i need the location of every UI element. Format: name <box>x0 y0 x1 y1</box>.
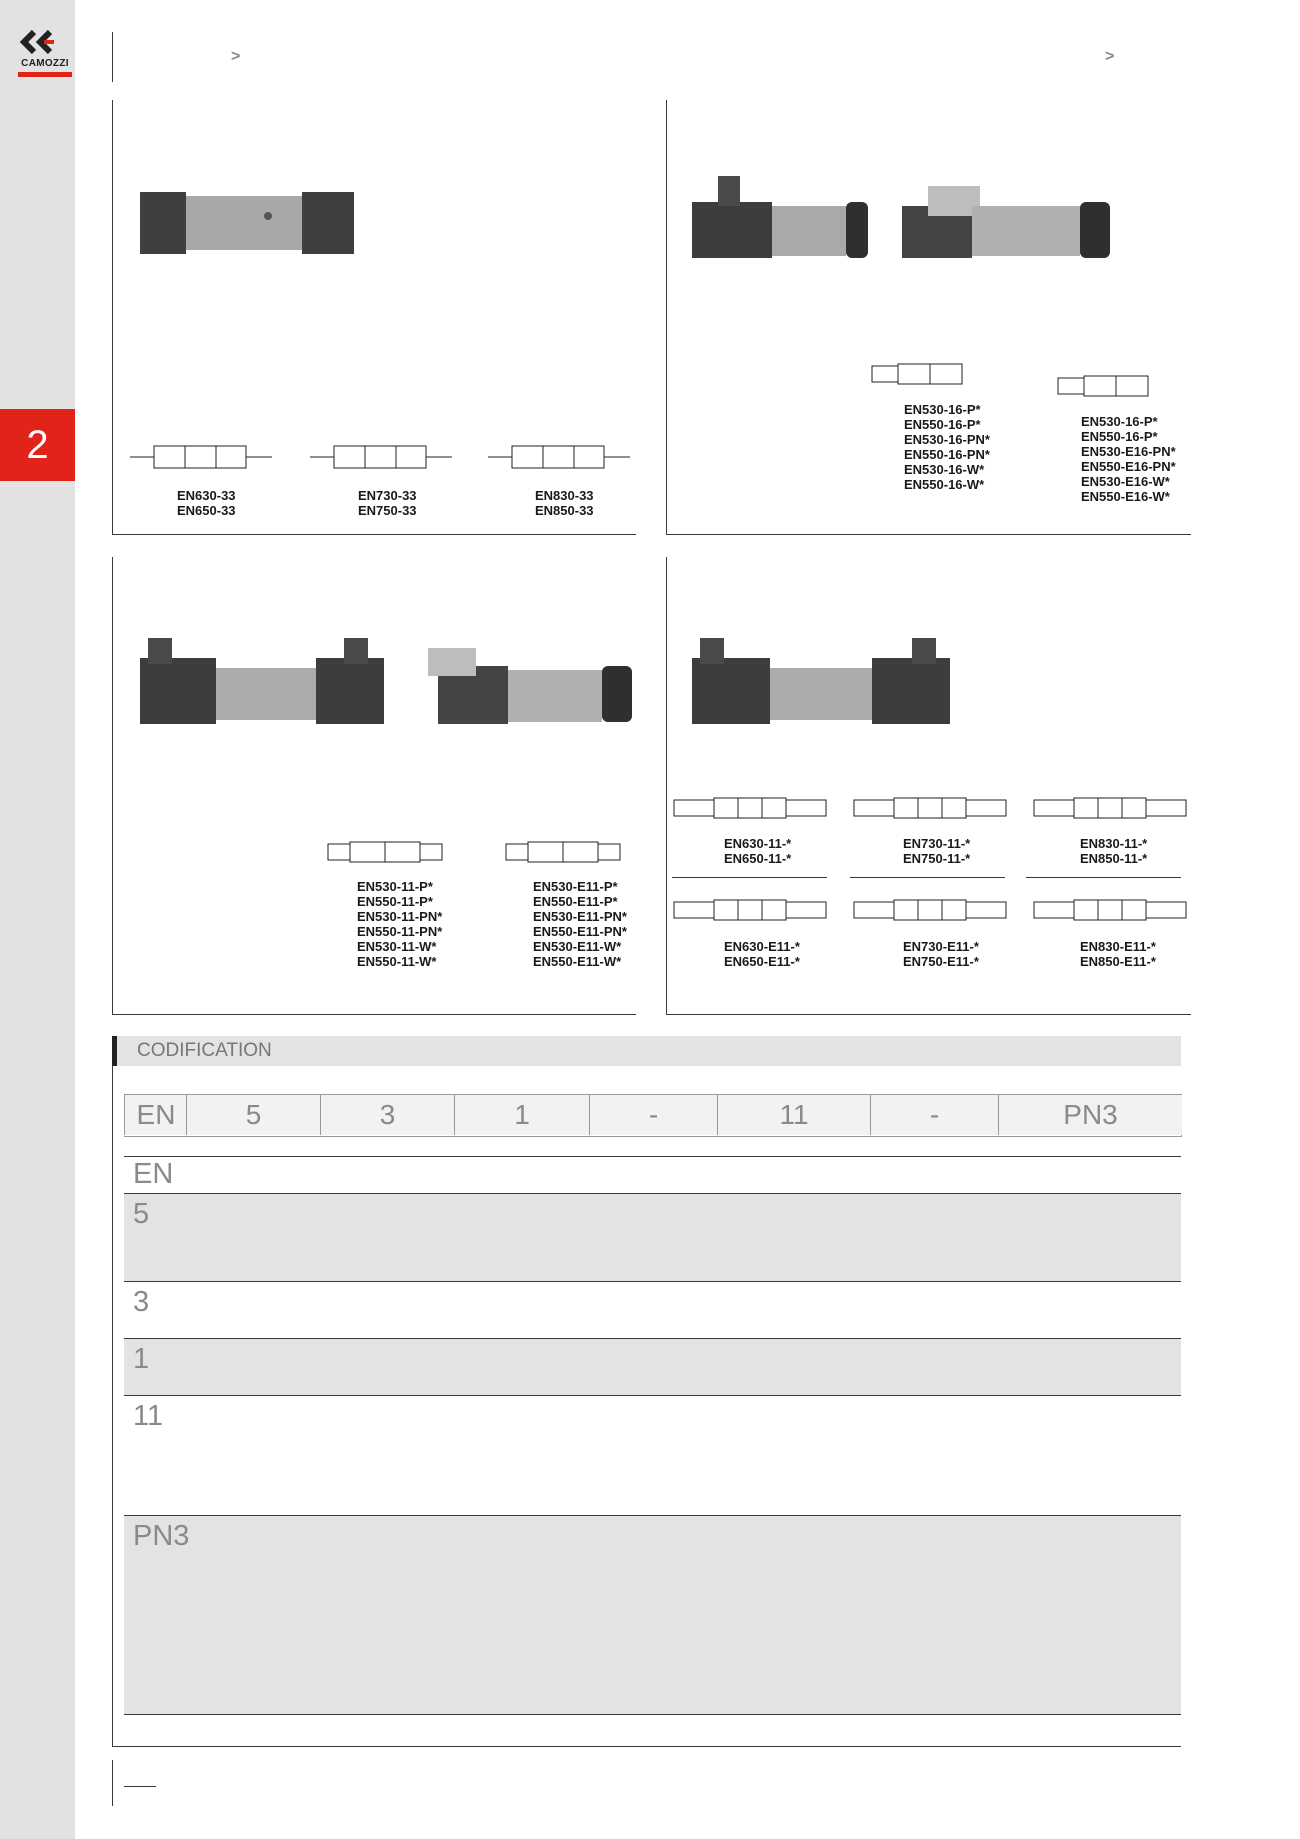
row-label: 5 <box>133 1198 150 1230</box>
panel-top-right-bottom <box>666 534 1191 535</box>
model-label: EN830-E11-* EN850-E11-* <box>1080 939 1156 969</box>
model-label: EN730-E11-* EN750-E11-* <box>903 939 979 969</box>
codification-marker <box>112 1036 117 1066</box>
valve-symbol-icon <box>850 886 1008 932</box>
footer-dash <box>124 1786 156 1787</box>
divider <box>1026 877 1181 878</box>
valve-symbol-icon <box>670 886 828 932</box>
model-label: EN830-33 EN850-33 <box>535 488 594 518</box>
row-divider <box>124 1156 1181 1157</box>
panel-bottom-left-border <box>112 557 113 1015</box>
valve-image-11-c <box>690 636 960 726</box>
valve-image-33 <box>138 188 358 258</box>
model-label: EN530-16-P* EN550-16-P* EN530-16-PN* EN550-16-PN* EN530-16-W* EN550-16-W* <box>904 402 990 492</box>
codification-bottom <box>112 1746 1181 1747</box>
code-cell: - <box>589 1095 717 1135</box>
divider <box>850 877 1005 878</box>
code-cell: 1 <box>454 1095 589 1135</box>
model-label: EN830-11-* EN850-11-* <box>1080 836 1148 866</box>
section-tab[interactable]: 2 <box>0 409 75 481</box>
code-cell: PN3 <box>998 1095 1182 1135</box>
row-bg <box>124 1339 1181 1395</box>
divider <box>672 877 827 878</box>
row-label: 1 <box>133 1343 150 1375</box>
valve-symbol-icon <box>1030 784 1188 830</box>
code-cell: - <box>870 1095 998 1135</box>
panel-bottom-right-border <box>666 557 667 1015</box>
row-label: EN <box>133 1158 174 1190</box>
row-label: 11 <box>133 1400 164 1432</box>
model-label: EN530-E11-P* EN550-E11-P* EN530-E11-PN* EN550-E11-PN* EN530-E11-W* EN550-E11-W* <box>533 879 627 969</box>
footer-divider <box>112 1760 113 1806</box>
valve-symbol-icon <box>670 784 828 830</box>
valve-symbol-icon <box>868 350 978 396</box>
model-label: EN730-33 EN750-33 <box>358 488 417 518</box>
model-label: EN630-11-* EN650-11-* <box>724 836 792 866</box>
model-label: EN630-33 EN650-33 <box>177 488 236 518</box>
row-label: 3 <box>133 1286 150 1318</box>
chevron-right-icon: > <box>1105 48 1115 65</box>
model-label: EN730-11-* EN750-11-* <box>903 836 971 866</box>
code-cell: 5 <box>186 1095 320 1135</box>
valve-image-16-a <box>690 172 870 262</box>
panel-top-left-bottom <box>112 534 636 535</box>
model-label: EN530-16-P* EN550-16-P* EN530-E16-PN* EN550-E16-PN* EN530-E16-W* EN550-E16-W* <box>1081 414 1176 504</box>
header-divider <box>112 32 113 82</box>
valve-image-16-b <box>898 172 1118 262</box>
camozzi-logo <box>14 28 76 76</box>
panel-bottom-left-bottom <box>112 1014 636 1015</box>
valve-symbol-icon <box>1030 886 1188 932</box>
codification-title: CODIFICATION <box>137 1040 272 1061</box>
logo-text: CAMOZZI <box>21 58 69 69</box>
model-label: EN530-11-P* EN550-11-P* EN530-11-PN* EN550-11-PN* EN530-11-W* EN550-11-W* <box>357 879 443 969</box>
valve-image-11-b <box>418 636 638 726</box>
code-cell: 11 <box>717 1095 870 1135</box>
valve-symbol-icon <box>126 434 276 480</box>
valve-symbol-icon <box>1054 362 1174 408</box>
row-divider <box>124 1395 1181 1396</box>
codification-border <box>112 1036 113 1747</box>
valve-symbol-icon <box>850 784 1008 830</box>
sidebar <box>0 0 75 1839</box>
valve-image-11-a <box>138 636 388 726</box>
chevron-left-icon: > <box>231 48 241 65</box>
logo-mark-icon <box>14 28 76 58</box>
valve-symbol-icon <box>484 434 634 480</box>
row-bg <box>124 1516 1181 1714</box>
row-divider <box>124 1714 1181 1715</box>
code-cell: 3 <box>320 1095 454 1135</box>
row-divider <box>124 1281 1181 1282</box>
panel-bottom-right-bottom <box>666 1014 1191 1015</box>
row-bg <box>124 1194 1181 1281</box>
logo-bar <box>18 72 72 77</box>
row-label: PN3 <box>133 1520 190 1552</box>
valve-symbol-icon <box>502 828 626 874</box>
model-label: EN630-E11-* EN650-E11-* <box>724 939 800 969</box>
valve-symbol-icon <box>324 828 448 874</box>
panel-top-left-border <box>112 100 113 535</box>
code-cell: EN <box>124 1095 187 1135</box>
panel-top-right-border <box>666 100 667 535</box>
codification-header <box>112 1036 1181 1066</box>
valve-symbol-icon <box>306 434 456 480</box>
